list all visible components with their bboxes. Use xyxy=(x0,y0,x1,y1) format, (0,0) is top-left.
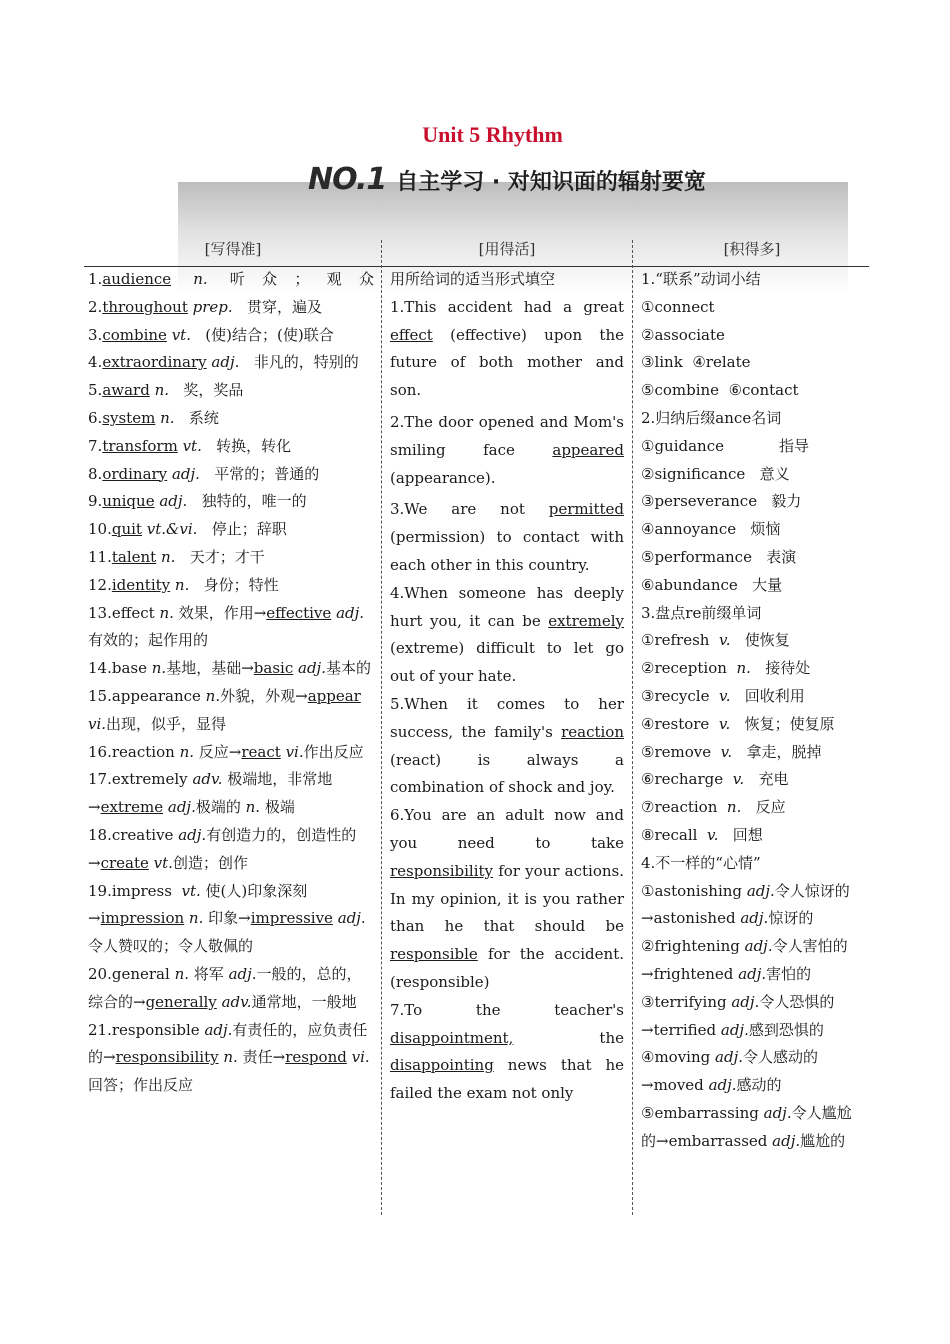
vocab-item: 9.unique adj. 独特的，唯一的 xyxy=(88,492,307,511)
list-item: ①refresh v. 使恢复 xyxy=(641,631,790,650)
derived-item: 17.extremely adv. 极端地，非常地→extreme adj.极端的 n. 极端 xyxy=(88,770,333,817)
derived-item: 14.base n.基地，基础→basic adj.基本的 xyxy=(88,659,371,678)
fill-in-item: 5.When it comes to her success, the family's reaction (react) is always a combination of shock and joy. xyxy=(390,694,624,797)
section-heading xyxy=(308,162,706,202)
list-item: ⑤combine ⑥contact xyxy=(641,381,799,400)
list-item: ⑥recharge v. 充电 xyxy=(641,770,789,789)
list-item: ④restore v. 恢复；使复原 xyxy=(641,714,835,733)
fill-in-item: 1.This accident had a great effect (effective) upon the future of both mother and son. xyxy=(390,297,624,400)
derived-item: 16.reaction n. 反应→react vi.作出反应 xyxy=(88,742,364,761)
fill-in-item: 6.You are an adult now and you need to take responsibility for your actions. In my opinion, it is you rather than he that should be responsible for the accident.(responsible) xyxy=(390,806,624,991)
column-header-use: [用得活] xyxy=(478,240,536,258)
fill-in-column xyxy=(390,266,624,1108)
vocab-item: 1.audience n. 听众；观众 xyxy=(88,270,374,288)
section-title: 3.盘点re前缀单词 xyxy=(641,603,762,622)
list-item: ⑧recall v. 回想 xyxy=(641,825,763,844)
accumulate-column xyxy=(641,266,863,1156)
vocab-item: 6.system n. 系统 xyxy=(88,408,219,427)
unit-title: Unit 5 Rhythm xyxy=(422,122,563,147)
vocab-item: 4.extraordinary adj. 非凡的，特别的 xyxy=(88,353,359,372)
vocab-item: 8.ordinary adj. 平常的；普通的 xyxy=(88,464,320,483)
section-title: 4.不一样的“心情” xyxy=(641,853,761,872)
section-heading-text: 自主学习 · 对知识面的辐射要宽 xyxy=(396,170,706,195)
vocab-item: 10.quit vt.&vi. 停止；辞职 xyxy=(88,520,287,539)
list-item: ⑦reaction n. 反应 xyxy=(641,798,786,817)
section-number: NO.1 xyxy=(308,162,387,197)
list-item: ①astonishing adj.令人惊讶的→astonished adj.惊讶的 xyxy=(641,881,850,928)
derived-item: 18.creative adj.有创造力的，创造性的→create vt.创造；创作 xyxy=(88,825,357,872)
list-item: ④moving adj.令人感动的→moved adj.感动的 xyxy=(641,1048,819,1095)
fill-in-item: 3.We are not permitted (permission) to contact with each other in this country. xyxy=(390,500,624,574)
list-item: ③link ④relate xyxy=(641,353,751,372)
vocab-item: 12.identity n. 身份；特性 xyxy=(88,575,279,594)
list-item: ⑥abundance 大量 xyxy=(641,575,783,594)
section-title: 1.“联系”动词小结 xyxy=(641,270,761,288)
list-item: ②significance 意义 xyxy=(641,464,790,483)
list-item: ③recycle v. 回收利用 xyxy=(641,686,805,705)
list-item: ⑤embarrassing adj.令人尴尬的→embarrassed adj.尴尬的 xyxy=(641,1103,852,1150)
vocab-item: 3.combine vt. (使)结合；(使)联合 xyxy=(88,325,334,344)
derived-item: 19.impress vt. 使(人)印象深刻→impression n. 印象→impressive adj.令人赞叹的；令人敬佩的 xyxy=(88,881,366,956)
column-divider xyxy=(381,240,382,1215)
list-item: ②frightening adj.令人害怕的→frightened adj.害怕的 xyxy=(641,937,848,983)
derived-item: 21.responsible adj.有责任的，应负责任的→responsibility n. 责任→respond vi.回答；作出反应 xyxy=(88,1020,370,1095)
list-item: ①guidance 指导 xyxy=(641,436,810,455)
fill-in-item: 4.When someone has deeply hurt you, it can be extremely (extreme) difficult to let go out of your hate. xyxy=(390,583,624,686)
vocab-item: 11.talent n. 天才；才干 xyxy=(88,547,265,566)
list-item: ③perseverance 毅力 xyxy=(641,492,802,511)
fill-in-instruction: 用所给词的适当形式填空 xyxy=(390,270,556,288)
list-item: ②associate xyxy=(641,325,725,344)
list-item: ②reception n. 接待处 xyxy=(641,659,811,678)
derived-item: 13.effect n. 效果，作用→effective adj.有效的；起作用的 xyxy=(88,603,365,650)
column-divider xyxy=(632,240,633,1215)
fill-in-item: 7.To the teacher's disappointment, the disappointing news that he failed the exam not only xyxy=(390,1000,624,1103)
derived-item: 20.general n. 将军 adj.一般的，总的，综合的→generally adv.通常地，一般地 xyxy=(88,964,362,1011)
list-item: ⑤remove v. 拿走，脱掉 xyxy=(641,742,822,761)
vocab-item: 5.award n. 奖，奖品 xyxy=(88,381,244,400)
vocab-item: 7.transform vt. 转换，转化 xyxy=(88,436,292,455)
column-header-write: [写得准] xyxy=(204,240,262,258)
derived-item: 15.appearance n.外貌，外观→appear vi.出现，似乎，显得 xyxy=(88,686,361,733)
column-header-accumulate: [积得多] xyxy=(723,240,781,258)
list-item: ③terrifying adj.令人恐惧的→terrified adj.感到恐惧的 xyxy=(641,992,835,1039)
list-item: ④annoyance 烦恼 xyxy=(641,520,781,539)
fill-in-item: 2.The door opened and Mom's smiling face appeared (appearance). xyxy=(390,412,624,487)
list-item: ⑤performance 表演 xyxy=(641,547,797,566)
list-item: ①connect xyxy=(641,297,715,316)
section-title: 2.归纳后缀ance名词 xyxy=(641,408,782,427)
vocab-column xyxy=(88,266,374,1100)
vocab-item: 2.throughout prep. 贯穿，遍及 xyxy=(88,297,322,316)
